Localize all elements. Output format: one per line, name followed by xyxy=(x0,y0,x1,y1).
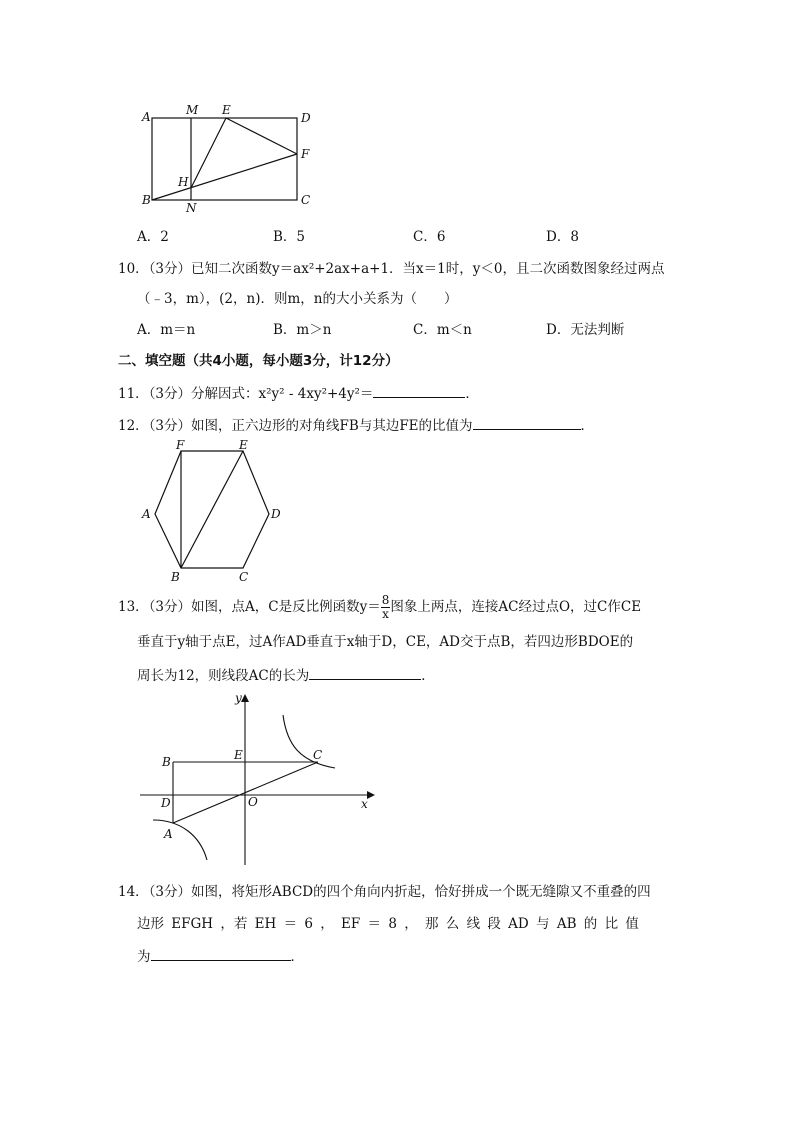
q13-line2: 垂直于y轴于点E，过A作AD垂直于x轴于D，CE，AD交于点B，若四边形BDOE的 xyxy=(137,634,634,650)
q12-score: （3分） xyxy=(148,418,192,434)
q10-option-b[interactable]: B．m＞n xyxy=(273,322,332,338)
q11-score: （3分） xyxy=(148,386,192,402)
q14-answer-blank[interactable] xyxy=(151,946,291,961)
q9-option-a[interactable]: A．2 xyxy=(137,229,169,245)
q13-frac-den: x xyxy=(382,607,389,621)
q11-text: 分解因式：x²y² - 4xy²+4y²＝ xyxy=(191,386,374,402)
q10-option-d[interactable]: D．无法判断 xyxy=(546,322,625,338)
q14-text-3: 为 xyxy=(137,949,151,965)
q12-line xyxy=(118,415,594,435)
q12-figure-hexagon xyxy=(135,440,295,585)
q9-option-d[interactable]: D．8 xyxy=(546,229,579,245)
q14-line2: 边形 EFGH ，若 EH ＝ 6 ， EF ＝ 8 ， 那 么 线 段 AD 与 AB 的 比 值 xyxy=(137,916,639,932)
q10-option-c[interactable]: C．m＜n xyxy=(413,322,472,338)
q13-label-D: D xyxy=(161,796,171,810)
q9-label-H: H xyxy=(178,175,189,189)
q12-answer-blank[interactable] xyxy=(473,415,581,430)
q13-figure-coordinate xyxy=(135,690,380,870)
q13-line3 xyxy=(137,665,435,685)
q13-fraction xyxy=(381,594,391,621)
q12-text: 如图，正六边形的对角线FB与其边FE的比值为 xyxy=(191,418,473,434)
q14-line1 xyxy=(118,883,651,901)
q9-label-A: A xyxy=(142,110,151,124)
q9-figure xyxy=(130,98,330,218)
q9-label-M: M xyxy=(186,103,199,117)
q10-option-a[interactable]: A．m＝n xyxy=(137,322,196,338)
q13-text-b: 图象上两点，连接AC经过点O，过C作CE xyxy=(390,599,642,615)
q9-label-N: N xyxy=(186,201,197,215)
q10-text: 已知二次函数y＝ax²+2ax+a+1．当x＝1时，y＜0，且二次函数图象经过两点 xyxy=(191,261,665,277)
q11-end: ． xyxy=(465,386,479,402)
q9-option-b[interactable]: B．5 xyxy=(273,229,306,245)
q13-label-O: O xyxy=(248,795,258,809)
q10-number: 10． xyxy=(118,261,149,277)
q12-label-E: E xyxy=(239,440,248,452)
q9-label-B: B xyxy=(142,193,151,207)
q13-label-C: C xyxy=(313,748,323,762)
q13-label-B: B xyxy=(162,755,171,769)
q10-score: （3分） xyxy=(148,261,192,277)
q9-option-c[interactable]: C．6 xyxy=(413,229,446,245)
q13-label-E: E xyxy=(234,748,243,762)
q14-text-1: 如图，将矩形ABCD的四个角向内折起，恰好拼成一个既无缝隙又不重叠的四 xyxy=(191,884,651,900)
q12-number: 12． xyxy=(118,418,149,434)
q12-label-A: A xyxy=(142,507,151,521)
q12-label-B: B xyxy=(171,570,180,584)
q9-label-E: E xyxy=(222,103,231,117)
q11-number: 11． xyxy=(118,386,149,402)
q13-text-a: 如图，点A，C是反比例函数y＝ xyxy=(191,599,381,615)
q13-label-A: A xyxy=(164,827,173,841)
q12-label-C: C xyxy=(239,570,249,584)
q14-number: 14． xyxy=(118,884,149,900)
q13-answer-blank[interactable] xyxy=(309,665,421,680)
q11-answer-blank[interactable] xyxy=(373,383,465,398)
q12-label-F: F xyxy=(176,440,185,452)
section-2-heading: 二、填空题（共4小题，每小题3分，计12分） xyxy=(118,353,399,369)
q13-line1 xyxy=(118,592,641,622)
q14-score: （3分） xyxy=(148,884,192,900)
q9-label-F: F xyxy=(301,147,310,161)
q10-line1 xyxy=(118,260,664,278)
q13-number: 13． xyxy=(118,599,149,615)
q13-score: （3分） xyxy=(148,599,192,615)
q13-label-y: y xyxy=(235,691,242,705)
q12-end: ． xyxy=(580,418,595,434)
q13-frac-num: 8 xyxy=(381,593,390,607)
q13-end: ． xyxy=(421,668,435,684)
q9-label-D: D xyxy=(301,111,311,125)
q9-label-C: C xyxy=(301,193,311,207)
q12-label-D: D xyxy=(271,507,281,521)
q14-end: ． xyxy=(290,949,304,965)
q13-label-x: x xyxy=(361,797,368,811)
q11-line xyxy=(118,383,479,403)
q10-line2: （﹣3，m），(2，n)．则m，n的大小关系为（ ） xyxy=(137,291,458,307)
q13-text-c: 周长为12，则线段AC的长为 xyxy=(137,668,310,684)
q14-line3 xyxy=(137,946,304,966)
